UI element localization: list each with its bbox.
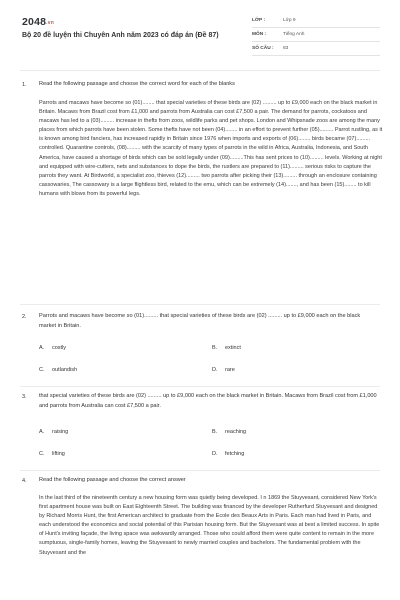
option-a[interactable] [39,345,66,351]
question-prompt: Read the following passage and choose the correct answer [39,477,186,483]
option-text: extinct [225,345,241,351]
meta-key: MÔN : [252,32,267,37]
option-d[interactable] [212,451,244,457]
option-text: lifting [52,451,65,457]
logo-main: 2048 [22,16,47,28]
meta-value: 83 [283,46,289,51]
option-letter: A. [39,345,45,351]
passage-text: In the last third of the nineteenth century a new housing form was quietly being developed. I n 1869 the Stuyvesant, considered New York's first apartment house was built on East Eighteenth Street. The building was financed by the developer Rutherfurd Stuyvesant and designed by Richard Morris Hunt, the first American architect to graduate from the Ecole des Beaux Arts in Paris. Each man had lived in Paris, and each understood the economics and social potential of this Parisian housing form. But the Stuyvesant was at best a limited success. In spite of Hunt's inviting façade, the living space was awkwardly arranged. Those who could afford them were quite content to remain in the more sumptuous, single-family homes, leaving the Stuyvesant to newly married couples and bachelors. The fundamental problem with the Stuyvesant and the [39,495,380,556]
question-3 [22,394,378,472]
divider [20,304,380,305]
option-d[interactable] [212,367,235,373]
option-text: raising [52,429,69,435]
question-prompt: Parrots and macaws have become so (01)......... that special varieties of these birds are (02) ......... up to £9,000 each on the black market in Britain. [39,313,361,329]
meta-value: Lớp 9 [283,18,296,23]
question-number: 2. [22,314,27,320]
option-letter: B. [212,345,218,351]
option-letter: C. [39,451,45,457]
meta-key: SỐ CÂU : [252,46,274,51]
reading-passage [39,494,383,558]
option-letter: A. [39,429,45,435]
option-text: reaching [225,429,247,435]
passage-text: Parrots and macaws have become so (01)........ that special varieties of these birds are (02) ......... up to £9,000 each on the black market in Britain. Macaws from Brazil cost from £1,000 and parrots from Australia can cost £7,500 a pair. The demand for parrots, cockatoos and macaws has led to a (03)......... increase in thefts from zoos, wildlife parks and pet shops. London and Whipsnade zoos are among the many places from which parrots have been stolen. Some thefts have not been (04)........ in an effort to prevent further (05)......... Parrot rustling, as it is known among bird fanciers, has increased rapidly in Britain since 1976 when imports and exports of (06)........ birds became (07)......... controlled. Quarantine controls, (08)......... with the scarcity of many types of parrots in the wild in Africa, Australia, Indonesia, and South America, have caused a shortage of birds which can be sold legally under (09).........This has sent prices to (10)......... levels. Working at night and equipped with wire-cutters, nets and substances to dope the birds, the rustlers are prepared to (11)......... serious risks to capture the parrots they want. At Birdworld, a specialist zoo, thieves (12)......... two parrots after picking their (13)......... through an enclosure containing cassowaries, The cassowary is a large flightless bird, related to the emu, which can be extremely (14)......., and has been (15)........ to kill humans with blows from its powerful legs. [39,100,383,197]
option-letter: D. [212,451,218,457]
question-2 [22,314,378,386]
option-text: costly [52,345,67,351]
divider [20,70,380,71]
meta-value: Tiếng Anh [283,32,305,37]
option-c[interactable] [39,451,65,457]
option-c[interactable] [39,367,77,373]
option-b[interactable] [212,345,241,351]
question-number: 1. [22,82,27,88]
option-b[interactable] [212,429,246,435]
logo-suffix: .vn [46,20,54,26]
meta-row-class [252,14,380,28]
site-logo[interactable] [22,16,54,28]
meta-table [252,14,380,56]
option-text: fetching [225,451,245,457]
option-letter: D. [212,367,218,373]
question-number: 4. [22,478,27,484]
option-a[interactable] [39,429,68,435]
option-letter: C. [39,367,45,373]
option-text: outlandish [52,367,78,373]
divider [20,386,380,387]
question-prompt: Read the following passage and choose the correct word for each of the blanks [39,81,235,87]
divider [20,470,380,471]
question-1 [22,81,383,300]
document-header [0,0,400,60]
reading-passage [39,99,383,199]
option-text: rare [225,367,235,373]
question-4 [22,478,378,600]
meta-row-subject [252,28,380,42]
question-prompt: that special varieties of these birds are (02) ......... up to £9,000 each on the black market in Britain. Macaws from Brazil cost from £1,000 and parrots from Australia can cost £7,500 a pair. [39,393,377,409]
page-title: Bộ 20 đề luyện thi Chuyên Anh năm 2023 có đáp án (Đề 87) [22,32,219,39]
meta-row-count [252,42,380,56]
meta-key: LỚP : [252,18,266,23]
option-letter: B. [212,429,218,435]
question-number: 3. [22,394,27,400]
